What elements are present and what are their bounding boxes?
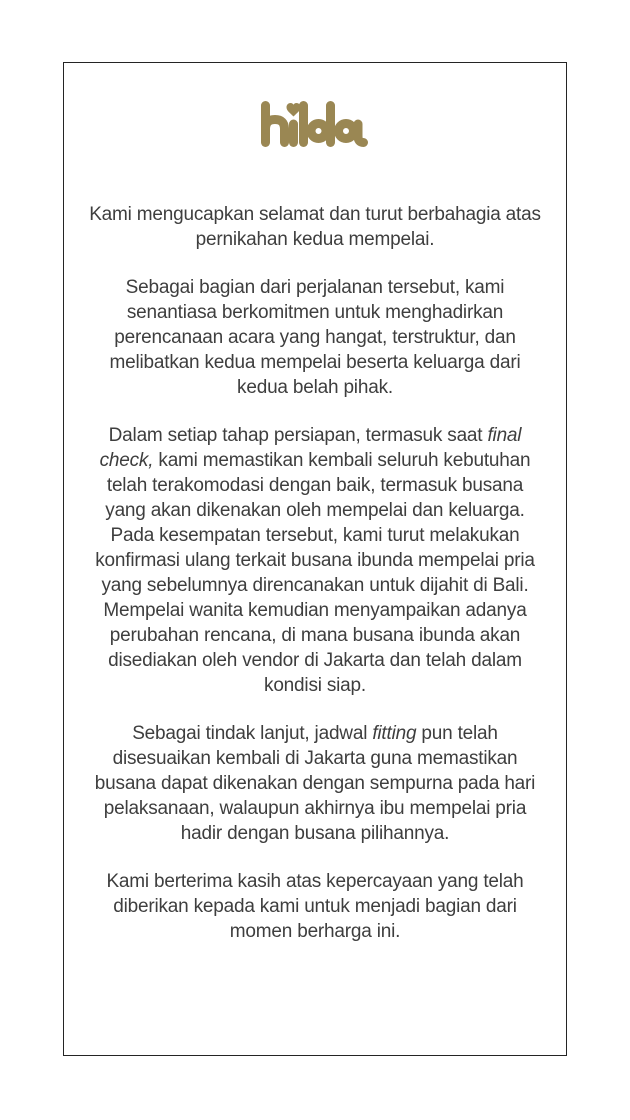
statement-text-italic: fitting [372,723,417,744]
statement-text: kami memastikan kembali seluruh kebutuhan [153,450,531,471]
statement-text-italic: final [487,425,522,446]
statement-text: perubahan rencana, di mana busana ibunda akan [109,625,521,646]
statement-paragraph [74,275,556,400]
statement-paragraph [74,423,556,698]
statement-text: disesuaikan kembali di Jakarta guna memastikan [112,748,518,769]
statement-text: Mempelai wanita kemudian menyampaikan adanya [103,600,527,621]
statement-text: hadir dengan busana pilihannya. [180,823,450,844]
statement-text: kondisi siap. [264,675,366,696]
statement-text: pelaksanaan, walaupun akhirnya ibu mempelai pria [103,798,527,819]
hilda-logo [64,101,566,147]
statement-text: diberikan kepada kami untuk menjadi bagian dari [113,896,517,917]
logo-letters [266,106,364,143]
statement-text: busana dapat dikenakan dengan sempurna pada hari [94,773,536,794]
statement-text: Sebagai tindak lanjut, jadwal [132,723,373,744]
statement-text: yang sebelumnya direncanakan untuk dijahit di Bali. [101,575,529,596]
statement-paragraph [74,869,556,944]
statement-text: perencanaan acara yang hangat, terstruktur, dan [114,327,516,348]
statement-paragraph [74,202,556,252]
statement-text: disediakan oleh vendor di Jakarta dan telah dalam [108,650,522,671]
hilda-logo-graphic [259,101,371,147]
statement-text: telah terakomodasi dengan baik, termasuk busana [106,475,524,496]
statement-text: senantiasa berkomitmen untuk menghadirkan [126,302,504,323]
statement-text: Sebagai bagian dari perjalanan tersebut, kami [125,277,505,298]
statement-text: kedua belah pihak. [237,377,393,398]
heart-icon [287,103,301,117]
statement-text: pernikahan kedua mempelai. [195,229,435,250]
statement-text: pun telah [416,723,498,744]
statement-text: yang akan dikenakan oleh mempelai dan keluarga. [105,500,525,521]
statement-text: melibatkan kedua mempelai beserta keluarga dari [109,352,521,373]
statement-text: Pada kesempatan tersebut, kami turut melakukan [110,525,520,546]
statement-paragraph [74,721,556,846]
statement-text: Kami berterima kasih atas kepercayaan yang telah [106,871,524,892]
statement-card [63,62,567,1056]
statement-text: Dalam setiap tahap persiapan, termasuk saat [108,425,488,446]
statement-text-italic: check, [99,450,154,471]
statement-text: Kami mengucapkan selamat dan turut berbahagia atas [89,204,541,225]
statement-text: konfirmasi ulang terkait busana ibunda mempelai pria [95,550,535,571]
statement-body [64,202,566,944]
statement-text: momen berharga ini. [229,921,401,942]
